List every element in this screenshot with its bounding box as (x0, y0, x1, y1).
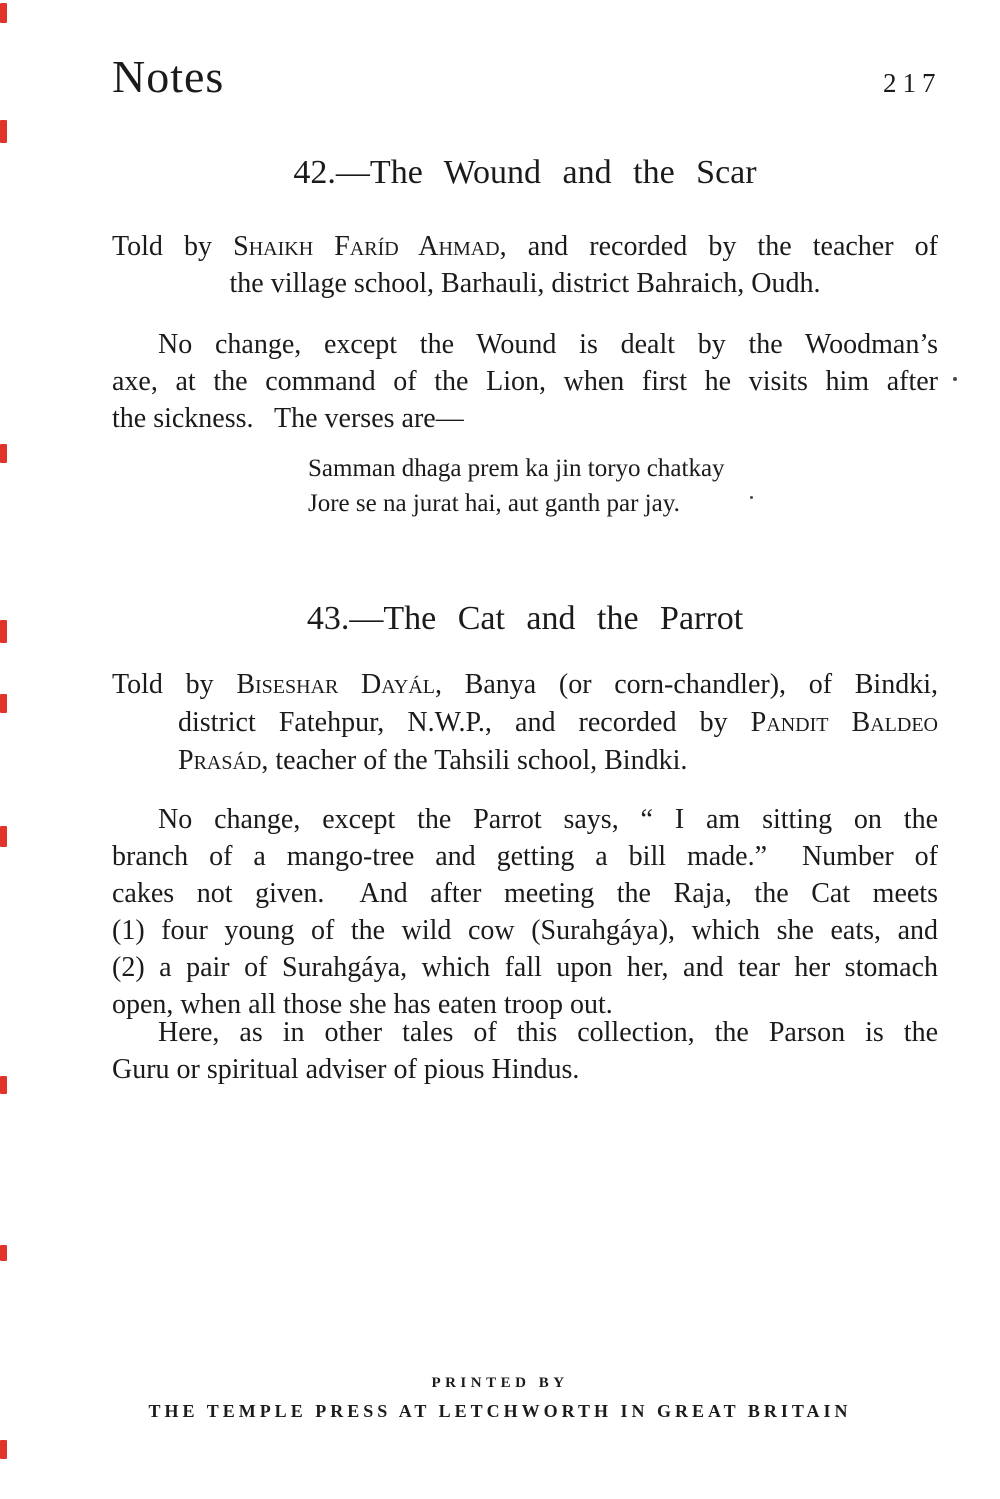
ink-speck (750, 496, 753, 499)
text-line (112, 1051, 938, 1088)
small-caps-name: Pandit Baldeo (750, 707, 938, 738)
text-segment: Told by (112, 231, 234, 262)
printer-imprint-line-2: THE TEMPLE PRESS AT LETCHWORTH IN GREAT BRITAIN (148, 1401, 852, 1421)
text-segment: No change, except the Wound is dealt by the Woodman’s (158, 329, 938, 360)
text-segment: the sickness. The verses are— (112, 403, 464, 434)
section-43-paragraph-1 (112, 801, 938, 1023)
section-42-verse-couplet (308, 451, 868, 521)
text-line (308, 451, 868, 486)
text-segment: Samman dhaga prem ka jin toryo chatkay (308, 455, 725, 482)
text-line (112, 1014, 938, 1051)
section-43-attribution (112, 666, 938, 780)
section-42-title: 42.—The Wound and the Scar (293, 154, 757, 191)
text-segment: , Banya (or corn-chandler), of Bindki, (434, 669, 938, 700)
text-line (112, 363, 938, 400)
ink-speck (953, 377, 957, 381)
text-line (112, 666, 938, 704)
text-segment: Guru or spiritual adviser of pious Hindus. (112, 1054, 580, 1085)
text-line (178, 742, 938, 780)
section-43-title: 43.—The Cat and the Parrot (306, 600, 744, 637)
small-caps-name: Prasád (178, 745, 262, 776)
text-line (178, 704, 938, 742)
section-43-paragraph-2 (112, 1014, 938, 1088)
red-margin-mark (0, 620, 7, 643)
red-margin-mark (0, 826, 7, 847)
red-margin-mark (0, 1076, 7, 1094)
text-segment: , and recorded by the teacher of (499, 231, 938, 262)
text-segment: district Fatehpur, N.W.P., and recorded by (178, 707, 751, 738)
text-line (112, 801, 938, 838)
text-line (112, 838, 938, 875)
small-caps-name: Shaikh Faríd Ahmad (233, 231, 500, 262)
red-margin-mark (0, 3, 7, 23)
red-margin-mark (0, 1440, 7, 1459)
red-margin-mark (0, 1245, 7, 1261)
text-segment: Here, as in other tales of this collection, the Parson is the (158, 1017, 938, 1048)
text-segment: (1) four young of the wild cow (Surahgáya), which she eats, and (112, 915, 938, 946)
section-42-attribution (112, 228, 938, 302)
small-caps-name: Biseshar Dayál (236, 669, 435, 700)
text-segment: the village school, Barhauli, district Bahraich, Oudh. (229, 268, 821, 299)
red-margin-mark (0, 120, 7, 143)
text-line (112, 265, 938, 302)
text-segment: cakes not given. And after meeting the Raja, the Cat meets (112, 878, 938, 909)
printer-imprint-line-1: PRINTED BY (431, 1375, 569, 1391)
text-line (112, 912, 938, 949)
text-segment: branch of a mango-tree and getting a bill made.” Number of (112, 841, 938, 872)
text-segment: No change, except the Parrot says, “ I am sitting on the (158, 804, 938, 835)
text-line (112, 875, 938, 912)
text-line (308, 486, 868, 521)
text-segment: , teacher of the Tahsili school, Bindki. (261, 745, 688, 776)
text-line (112, 228, 938, 265)
text-line (112, 326, 938, 363)
red-margin-mark (0, 444, 7, 463)
text-segment: (2) a pair of Surahgáya, which fall upon her, and tear her stomach (112, 952, 938, 983)
text-segment: axe, at the command of the Lion, when first he visits him after (112, 366, 938, 397)
text-line (112, 949, 938, 986)
text-segment: Jore se na jurat hai, aut ganth par jay. (308, 490, 680, 517)
section-42-body-paragraph (112, 326, 938, 437)
text-line (112, 400, 938, 437)
red-margin-mark (0, 694, 7, 713)
page-number: 217 (883, 68, 942, 98)
running-header-title: Notes (112, 51, 225, 102)
text-segment: Told by (112, 669, 237, 700)
text-segment: open, when all those she has eaten troop out. (112, 989, 613, 1020)
